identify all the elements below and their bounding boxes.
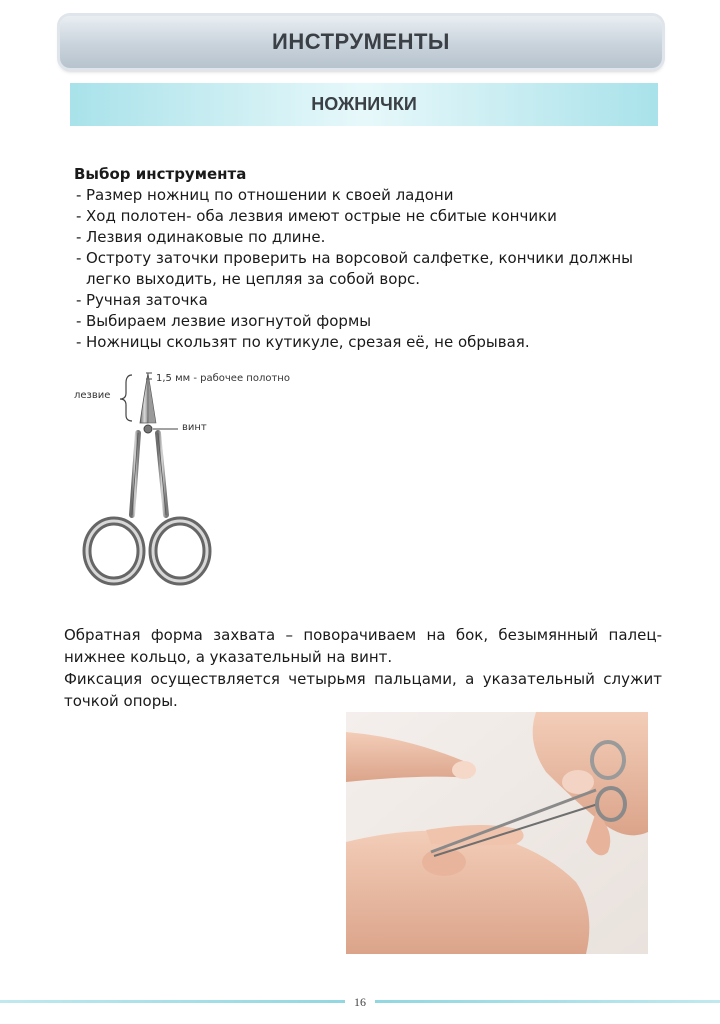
section-title: НОЖНИЧКИ [311, 94, 417, 114]
selection-list [74, 185, 654, 353]
list-item: - Выбираем лезвие изогнутой формы [74, 311, 654, 332]
list-item: - Лезвия одинаковые по длине. [74, 227, 654, 248]
working-edge-label: 1,5 мм - рабочее полотно [156, 373, 290, 384]
header-banner [60, 16, 662, 68]
list-item: - Ножницы скользят по кутикуле, срезая её, не обрывая. [74, 332, 654, 353]
list-item: - Размер ножниц по отношении к своей ладони [74, 185, 654, 206]
grip-paragraph: Обратная форма захвата – поворачиваем на бок, безымянный палец- нижнее кольцо, а указательный на винт. [64, 626, 662, 666]
list-item: - Ручная заточка [74, 290, 654, 311]
grip-description [64, 624, 662, 712]
list-item: - Остроту заточки проверить на ворсовой салфетке, кончики должны легко выходить, не цепляя за собой ворс. [74, 248, 654, 290]
screw-label: винт [182, 422, 207, 433]
subheader-banner [70, 83, 658, 126]
instrument-selection [74, 164, 654, 353]
blade-label: лезвие [74, 390, 111, 401]
page-number: 16 [345, 995, 375, 1010]
selection-heading: Выбор инструмента [74, 165, 247, 183]
fixation-paragraph: Фиксация осуществляется четырьмя пальцами, а указательный служит точкой опоры. [64, 670, 662, 710]
scissors-diagram [70, 365, 330, 595]
page-title: ИНСТРУМЕНТЫ [272, 29, 450, 54]
list-item: - Ход полотен- оба лезвия имеют острые не сбитые кончики [74, 206, 654, 227]
manicure-photo [346, 712, 648, 954]
